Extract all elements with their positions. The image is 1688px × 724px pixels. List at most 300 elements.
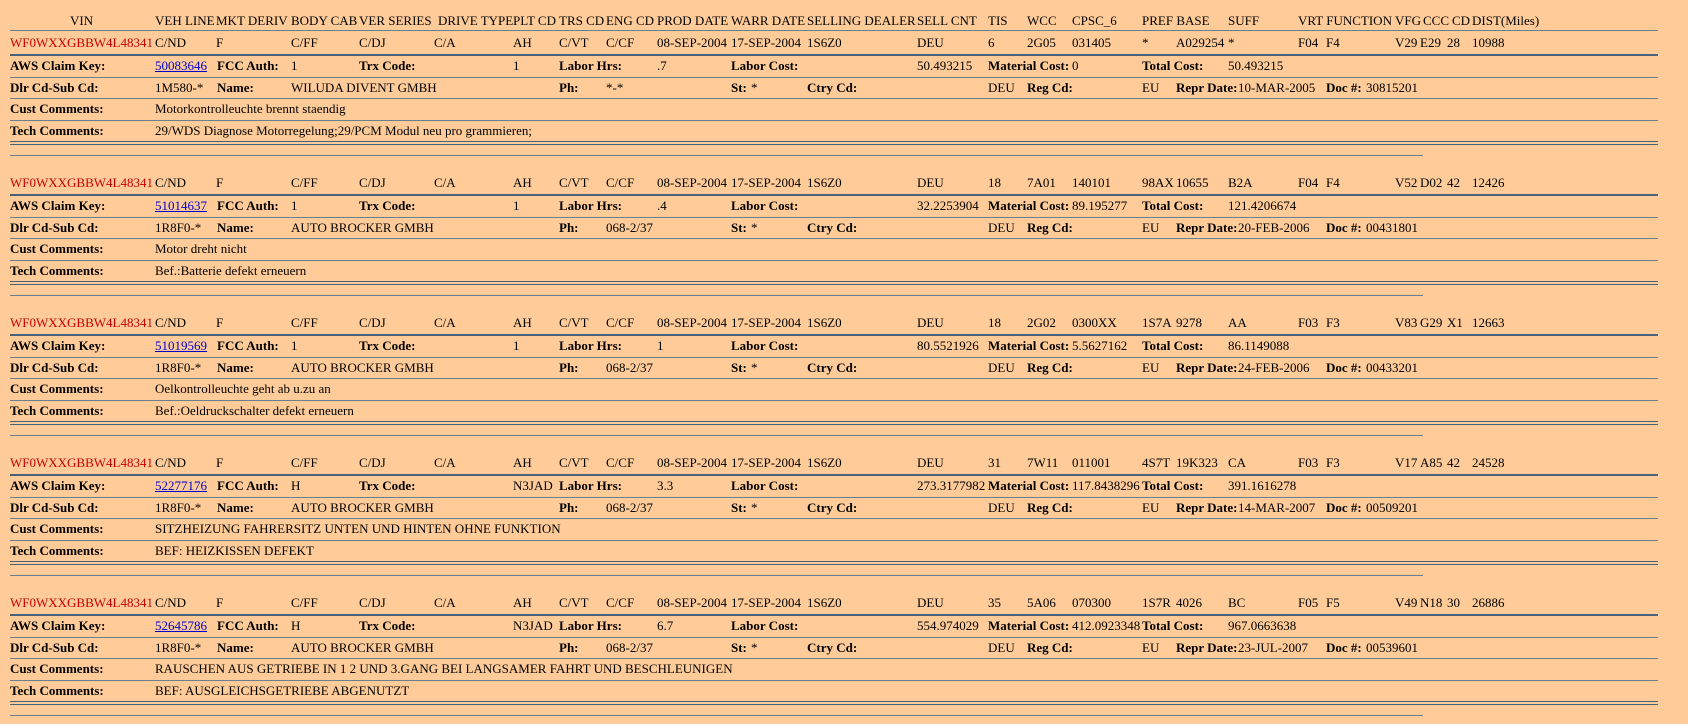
ph-value: 068-2/37 (606, 220, 653, 235)
dlr-cd-label: Dlr Cd-Sub Cd: (10, 640, 99, 655)
body-cab-value: C/FF (291, 455, 318, 470)
dlr-cd-value: 1M580-* (155, 80, 204, 95)
cust-comments-label: Cust Comments: (10, 521, 104, 536)
labor-hrs-value: 3.3 (657, 478, 674, 493)
repr-date-value: 10-MAR-2005 (1238, 80, 1316, 95)
selling-dealer-value: 1S6Z0 (807, 35, 842, 50)
tech-comments-label: Tech Comments: (10, 123, 104, 138)
mkt-deriv-value: F (216, 175, 224, 190)
mkt-deriv-value: F (216, 455, 224, 470)
fcc-auth-label: FCC Auth: (217, 338, 279, 353)
body-cab-value: C/FF (291, 315, 318, 330)
col-ccc: CCC (1423, 13, 1450, 28)
ccc-value: A85 (1420, 455, 1443, 470)
st-label: St: (731, 640, 747, 655)
dlr-cd-label: Dlr Cd-Sub Cd: (10, 360, 99, 375)
cust-comments-label: Cust Comments: (10, 101, 104, 116)
cust-comments-row (10, 658, 1658, 680)
selling-dealer-value: 1S6Z0 (807, 175, 842, 190)
repr-date-value: 14-MAR-2007 (1238, 500, 1316, 515)
doc-no-value: 00509201 (1366, 500, 1418, 515)
doc-no-label: Doc #: (1326, 80, 1362, 95)
cust-comments-row (10, 518, 1658, 540)
col-eng-cd: ENG CD (606, 13, 655, 28)
col-prod-date: PROD DATE (657, 13, 729, 28)
dist-value: 10988 (1472, 35, 1505, 50)
trx-code-label: Trx Code: (359, 58, 416, 73)
cust-comments-value: Motorkontrolleuchte brennt staendig (155, 101, 346, 116)
dist-value: 26886 (1472, 595, 1505, 610)
ver-series-value: C/DJ (359, 35, 386, 50)
dealer-row (10, 497, 1658, 519)
prod-date-value: 08-SEP-2004 (657, 175, 728, 190)
trx-code-value: 1 (513, 58, 520, 73)
material-cost-value: 0 (1072, 58, 1079, 73)
dist-value: 24528 (1472, 455, 1505, 470)
col-vin: VIN (70, 13, 94, 28)
cust-comments-label: Cust Comments: (10, 381, 104, 396)
name-label: Name: (217, 640, 254, 655)
wcc-value: 2G05 (1027, 35, 1056, 50)
vfg-value: V17 (1395, 455, 1418, 470)
vehicle-row (10, 312, 1658, 334)
ph-label: Ph: (559, 220, 579, 235)
labor-cost-value: 273.3177982 (917, 478, 986, 493)
doc-no-label: Doc #: (1326, 640, 1362, 655)
fcc-auth-value: 1 (291, 198, 298, 213)
total-cost-value: 121.4206674 (1228, 198, 1297, 213)
cpsc-value: 0300XX (1072, 315, 1117, 330)
cd-value: 42 (1447, 455, 1460, 470)
reg-cd-value: EU (1142, 80, 1160, 95)
suff-value: BC (1228, 595, 1246, 610)
col-veh-line: VEH LINE (155, 13, 215, 28)
tis-value: 18 (988, 315, 1001, 330)
repr-date-label: Repr Date: (1176, 80, 1238, 95)
drive-type-value: C/A (434, 315, 456, 330)
dealer-name-value: WILUDA DIVENT GMBH (291, 80, 437, 95)
cd-value: 28 (1447, 35, 1460, 50)
ccc-value: D02 (1420, 175, 1443, 190)
vfg-value: V52 (1395, 175, 1418, 190)
function-value: F4 (1326, 35, 1340, 50)
reg-cd-label: Reg Cd: (1027, 640, 1073, 655)
aws-claim-key-link[interactable]: 51019569 (155, 338, 207, 353)
cd-value: X1 (1447, 315, 1463, 330)
ctry-cd-label: Ctry Cd: (807, 220, 858, 235)
wcc-value: 7A01 (1027, 175, 1056, 190)
labor-hrs-label: Labor Hrs: (559, 618, 622, 633)
tis-value: 18 (988, 175, 1001, 190)
doc-no-value: 30815201 (1366, 80, 1418, 95)
doc-no-label: Doc #: (1326, 500, 1362, 515)
cust-comments-value: SITZHEIZUNG FAHRERSITZ UNTEN UND HINTEN OHNE FUNKTION (155, 521, 561, 536)
repr-date-label: Repr Date: (1176, 500, 1238, 515)
total-cost-value: 86.1149088 (1228, 338, 1290, 353)
reg-cd-label: Reg Cd: (1027, 360, 1073, 375)
veh-line-value: C/ND (155, 35, 187, 50)
tis-value: 6 (988, 35, 995, 50)
tech-comments-value: Bef.:Batterie defekt erneuern (155, 263, 307, 278)
eng-cd-value: C/CF (606, 595, 635, 610)
dlr-cd-label: Dlr Cd-Sub Cd: (10, 220, 99, 235)
vrt-value: F05 (1298, 595, 1319, 610)
base-value: 4026 (1176, 595, 1202, 610)
material-cost-label: Material Cost: (988, 58, 1070, 73)
function-value: F4 (1326, 175, 1340, 190)
warr-date-value: 17-SEP-2004 (731, 595, 802, 610)
plt-cd-value: AH (513, 595, 532, 610)
plt-cd-value: AH (513, 315, 532, 330)
col-cpsc: CPSC_6 (1072, 13, 1117, 28)
doc-no-label: Doc #: (1326, 360, 1362, 375)
tech-comments-value: BEF: AUSGLEICHSGETRIEBE ABGENUTZT (155, 683, 410, 698)
warr-date-value: 17-SEP-2004 (731, 315, 802, 330)
material-cost-value: 412.0923348 (1072, 618, 1141, 633)
fcc-auth-label: FCC Auth: (217, 618, 279, 633)
labor-hrs-value: .7 (657, 58, 667, 73)
record-separator (10, 575, 1423, 576)
col-ver-series: VER SERIES (359, 13, 432, 28)
tech-comments-value: BEF: HEIZKISSEN DEFEKT (155, 543, 314, 558)
reg-cd-label: Reg Cd: (1027, 500, 1073, 515)
reg-cd-label: Reg Cd: (1027, 220, 1073, 235)
ph-value: 068-2/37 (606, 640, 653, 655)
divider (10, 561, 1658, 565)
sell-cnt-value: DEU (917, 595, 944, 610)
col-sell-cnt: SELL CNT (917, 13, 977, 28)
vehicle-row (10, 172, 1658, 194)
pref-value: 98AX (1142, 175, 1174, 190)
vin-value: WF0WXXGBBW4L48341 (10, 315, 153, 330)
tech-comments-label: Tech Comments: (10, 403, 104, 418)
fcc-auth-value: 1 (291, 338, 298, 353)
ph-label: Ph: (559, 360, 579, 375)
function-value: F3 (1326, 315, 1340, 330)
vehicle-row (10, 592, 1658, 614)
tech-comments-label: Tech Comments: (10, 683, 104, 698)
name-label: Name: (217, 80, 254, 95)
base-value: 9278 (1176, 315, 1202, 330)
material-cost-label: Material Cost: (988, 478, 1070, 493)
labor-hrs-label: Labor Hrs: (559, 338, 622, 353)
ver-series-value: C/DJ (359, 595, 386, 610)
suff-value: CA (1228, 455, 1247, 470)
vrt-value: F03 (1298, 455, 1319, 470)
cpsc-value: 031405 (1072, 35, 1111, 50)
aws-claim-key-label: AWS Claim Key: (10, 618, 106, 633)
dlr-cd-label: Dlr Cd-Sub Cd: (10, 80, 99, 95)
cpsc-value: 011001 (1072, 455, 1111, 470)
dlr-cd-value: 1R8F0-* (155, 360, 202, 375)
selling-dealer-value: 1S6Z0 (807, 455, 842, 470)
vin-value: WF0WXXGBBW4L48341 (10, 175, 153, 190)
tech-comments-label: Tech Comments: (10, 263, 104, 278)
ver-series-value: C/DJ (359, 175, 386, 190)
vrt-value: F03 (1298, 315, 1319, 330)
ccc-value: N18 (1420, 595, 1443, 610)
col-tis: TIS (988, 13, 1008, 28)
dealer-row (10, 637, 1658, 659)
doc-no-value: 00433201 (1366, 360, 1418, 375)
labor-cost-value: 554.974029 (917, 618, 979, 633)
aws-claim-key-label: AWS Claim Key: (10, 198, 106, 213)
ctry-cd-value: DEU (988, 80, 1015, 95)
ccc-value: E29 (1420, 35, 1441, 50)
trx-code-label: Trx Code: (359, 478, 416, 493)
labor-hrs-label: Labor Hrs: (559, 198, 622, 213)
st-label: St: (731, 360, 747, 375)
total-cost-label: Total Cost: (1142, 478, 1204, 493)
aws-claim-key-label: AWS Claim Key: (10, 478, 106, 493)
suff-value: * (1228, 35, 1235, 50)
plt-cd-value: AH (513, 455, 532, 470)
vrt-value: F04 (1298, 175, 1319, 190)
aws-claim-key-label: AWS Claim Key: (10, 338, 106, 353)
sell-cnt-value: DEU (917, 455, 944, 470)
vehicle-row (10, 452, 1658, 474)
fcc-auth-label: FCC Auth: (217, 478, 279, 493)
pref-value: 4S7T (1142, 455, 1171, 470)
doc-no-label: Doc #: (1326, 220, 1362, 235)
material-cost-value: 89.195277 (1072, 198, 1128, 213)
labor-cost-label: Labor Cost: (731, 58, 799, 73)
repr-date-value: 20-FEB-2006 (1238, 220, 1310, 235)
record-separator (10, 435, 1423, 436)
base-value: 10655 (1176, 175, 1209, 190)
labor-cost-label: Labor Cost: (731, 198, 799, 213)
vrt-value: F04 (1298, 35, 1319, 50)
labor-hrs-value: 1 (657, 338, 664, 353)
mkt-deriv-value: F (216, 35, 224, 50)
dealer-name-value: AUTO BROCKER GMBH (291, 360, 434, 375)
col-warr-date: WARR DATE (731, 13, 806, 28)
labor-hrs-label: Labor Hrs: (559, 478, 622, 493)
dealer-row (10, 357, 1658, 379)
cust-comments-value: Motor dreht nicht (155, 241, 247, 256)
dlr-cd-value: 1R8F0-* (155, 500, 202, 515)
eng-cd-value: C/CF (606, 455, 635, 470)
eng-cd-value: C/CF (606, 175, 635, 190)
ph-value: 068-2/37 (606, 360, 653, 375)
aws-claim-key-link[interactable]: 50083646 (155, 58, 207, 73)
ver-series-value: C/DJ (359, 455, 386, 470)
vin-value: WF0WXXGBBW4L48341 (10, 455, 153, 470)
selling-dealer-value: 1S6Z0 (807, 315, 842, 330)
trx-code-label: Trx Code: (359, 338, 416, 353)
dealer-name-value: AUTO BROCKER GMBH (291, 220, 434, 235)
ph-value: *-* (606, 80, 624, 95)
labor-cost-value: 80.5521926 (917, 338, 979, 353)
prod-date-value: 08-SEP-2004 (657, 315, 728, 330)
labor-cost-value: 50.493215 (917, 58, 973, 73)
warr-date-value: 17-SEP-2004 (731, 455, 802, 470)
repr-date-label: Repr Date: (1176, 220, 1238, 235)
drive-type-value: C/A (434, 175, 456, 190)
trx-code-label: Trx Code: (359, 618, 416, 633)
ph-label: Ph: (559, 500, 579, 515)
col-suff: SUFF (1228, 13, 1260, 28)
reg-cd-value: EU (1142, 500, 1160, 515)
warr-date-value: 17-SEP-2004 (731, 35, 802, 50)
trx-code-value: 1 (513, 198, 520, 213)
ph-value: 068-2/37 (606, 500, 653, 515)
vfg-value: V49 (1395, 595, 1418, 610)
divider (10, 701, 1658, 705)
fcc-auth-value: 1 (291, 58, 298, 73)
st-label: St: (731, 500, 747, 515)
cust-comments-row (10, 98, 1658, 120)
dealer-row (10, 77, 1658, 99)
ph-label: Ph: (559, 640, 579, 655)
ver-series-value: C/DJ (359, 315, 386, 330)
wcc-value: 5A06 (1027, 595, 1056, 610)
tech-comments-value: 29/WDS Diagnose Motorregelung;29/PCM Modul neu pro grammieren; (155, 123, 532, 138)
trx-code-value: 1 (513, 338, 520, 353)
labor-hrs-label: Labor Hrs: (559, 58, 622, 73)
claim-cost-row (10, 335, 1658, 357)
prod-date-value: 08-SEP-2004 (657, 595, 728, 610)
material-cost-label: Material Cost: (988, 338, 1070, 353)
divider (10, 421, 1658, 425)
vfg-value: V29 (1395, 35, 1418, 50)
fcc-auth-value: H (291, 478, 301, 493)
cpsc-value: 070300 (1072, 595, 1111, 610)
cust-comments-value: RAUSCHEN AUS GETRIEBE IN 1 2 UND 3.GANG BEI LANGSAMER FAHRT UND BESCHLEUNIGEN (155, 661, 733, 676)
col-vfg: VFG (1395, 13, 1422, 28)
total-cost-label: Total Cost: (1142, 58, 1204, 73)
reg-cd-label: Reg Cd: (1027, 80, 1073, 95)
eng-cd-value: C/CF (606, 315, 635, 330)
total-cost-value: 50.493215 (1228, 58, 1284, 73)
col-cd: CD (1452, 13, 1471, 28)
ctry-cd-label: Ctry Cd: (807, 80, 858, 95)
cust-comments-label: Cust Comments: (10, 241, 104, 256)
col-mkt-deriv: MKT DERIV (216, 13, 288, 28)
tech-comments-row (10, 540, 1658, 562)
warr-date-value: 17-SEP-2004 (731, 175, 802, 190)
aws-claim-key-link[interactable]: 52645786 (155, 618, 207, 633)
ctry-cd-value: DEU (988, 360, 1015, 375)
dist-value: 12663 (1472, 315, 1505, 330)
repr-date-value: 24-FEB-2006 (1238, 360, 1310, 375)
st-value: * (751, 640, 758, 655)
trs-cd-value: C/VT (559, 315, 589, 330)
ccc-value: G29 (1420, 315, 1443, 330)
pref-value: 1S7A (1142, 315, 1172, 330)
veh-line-value: C/ND (155, 595, 187, 610)
drive-type-value: C/A (434, 595, 456, 610)
veh-line-value: C/ND (155, 175, 187, 190)
doc-no-value: 00539601 (1366, 640, 1418, 655)
cpsc-value: 140101 (1072, 175, 1111, 190)
function-value: F3 (1326, 455, 1340, 470)
record-separator (10, 295, 1423, 296)
cust-comments-value: Oelkontrolleuchte geht ab u.zu an (155, 381, 331, 396)
record-separator (10, 155, 1423, 156)
dlr-cd-value: 1R8F0-* (155, 220, 202, 235)
dlr-cd-value: 1R8F0-* (155, 640, 202, 655)
tis-value: 35 (988, 595, 1001, 610)
col-drive-type: DRIVE TYPE (438, 13, 514, 28)
col-body-cab: BODY CAB (291, 13, 358, 28)
col-wcc: WCC (1027, 13, 1057, 28)
reg-cd-value: EU (1142, 640, 1160, 655)
ctry-cd-label: Ctry Cd: (807, 640, 858, 655)
claim-cost-row (10, 55, 1658, 77)
total-cost-label: Total Cost: (1142, 618, 1204, 633)
aws-claim-key-link[interactable]: 51014637 (155, 198, 207, 213)
col-vrt-function: VRT FUNCTION (1298, 13, 1392, 28)
body-cab-value: C/FF (291, 175, 318, 190)
fcc-auth-label: FCC Auth: (217, 198, 279, 213)
sell-cnt-value: DEU (917, 175, 944, 190)
repr-date-value: 23-JUL-2007 (1238, 640, 1309, 655)
divider (10, 30, 1658, 31)
prod-date-value: 08-SEP-2004 (657, 455, 728, 470)
aws-claim-key-link[interactable]: 52277176 (155, 478, 207, 493)
divider (10, 281, 1658, 285)
cd-value: 42 (1447, 175, 1460, 190)
st-label: St: (731, 220, 747, 235)
plt-cd-value: AH (513, 35, 532, 50)
pref-value: * (1142, 35, 1149, 50)
tis-value: 31 (988, 455, 1001, 470)
ctry-cd-value: DEU (988, 640, 1015, 655)
dealer-name-value: AUTO BROCKER GMBH (291, 500, 434, 515)
ph-label: Ph: (559, 80, 579, 95)
cust-comments-row (10, 238, 1658, 260)
tech-comments-value: Bef.:Oeldruckschalter defekt erneuern (155, 403, 354, 418)
trs-cd-value: C/VT (559, 175, 589, 190)
total-cost-value: 391.1616278 (1228, 478, 1297, 493)
col-dist: DIST(Miles) (1472, 13, 1540, 28)
claim-cost-row (10, 615, 1658, 637)
total-cost-label: Total Cost: (1142, 338, 1204, 353)
dealer-name-value: AUTO BROCKER GMBH (291, 640, 434, 655)
reg-cd-value: EU (1142, 360, 1160, 375)
st-value: * (751, 220, 758, 235)
dealer-row (10, 217, 1658, 239)
repr-date-label: Repr Date: (1176, 360, 1238, 375)
vfg-value: V83 (1395, 315, 1418, 330)
labor-cost-label: Labor Cost: (731, 338, 799, 353)
trs-cd-value: C/VT (559, 455, 589, 470)
trx-code-value: N3JAD (513, 618, 553, 633)
aws-claim-key-label: AWS Claim Key: (10, 58, 106, 73)
function-value: F5 (1326, 595, 1340, 610)
material-cost-value: 117.8438296 (1072, 478, 1140, 493)
sell-cnt-value: DEU (917, 35, 944, 50)
tech-comments-row (10, 260, 1658, 282)
labor-cost-label: Labor Cost: (731, 618, 799, 633)
drive-type-value: C/A (434, 455, 456, 470)
pref-value: 1S7R (1142, 595, 1171, 610)
fcc-auth-label: FCC Auth: (217, 58, 279, 73)
ctry-cd-value: DEU (988, 220, 1015, 235)
selling-dealer-value: 1S6Z0 (807, 595, 842, 610)
record-separator (10, 715, 1423, 716)
trx-code-value: N3JAD (513, 478, 553, 493)
cust-comments-label: Cust Comments: (10, 661, 104, 676)
material-cost-value: 5.5627162 (1072, 338, 1128, 353)
repr-date-label: Repr Date: (1176, 640, 1238, 655)
base-value: A029254 (1176, 35, 1225, 50)
col-pref-base: PREF BASE (1142, 13, 1210, 28)
name-label: Name: (217, 500, 254, 515)
veh-line-value: C/ND (155, 455, 187, 470)
ctry-cd-label: Ctry Cd: (807, 360, 858, 375)
